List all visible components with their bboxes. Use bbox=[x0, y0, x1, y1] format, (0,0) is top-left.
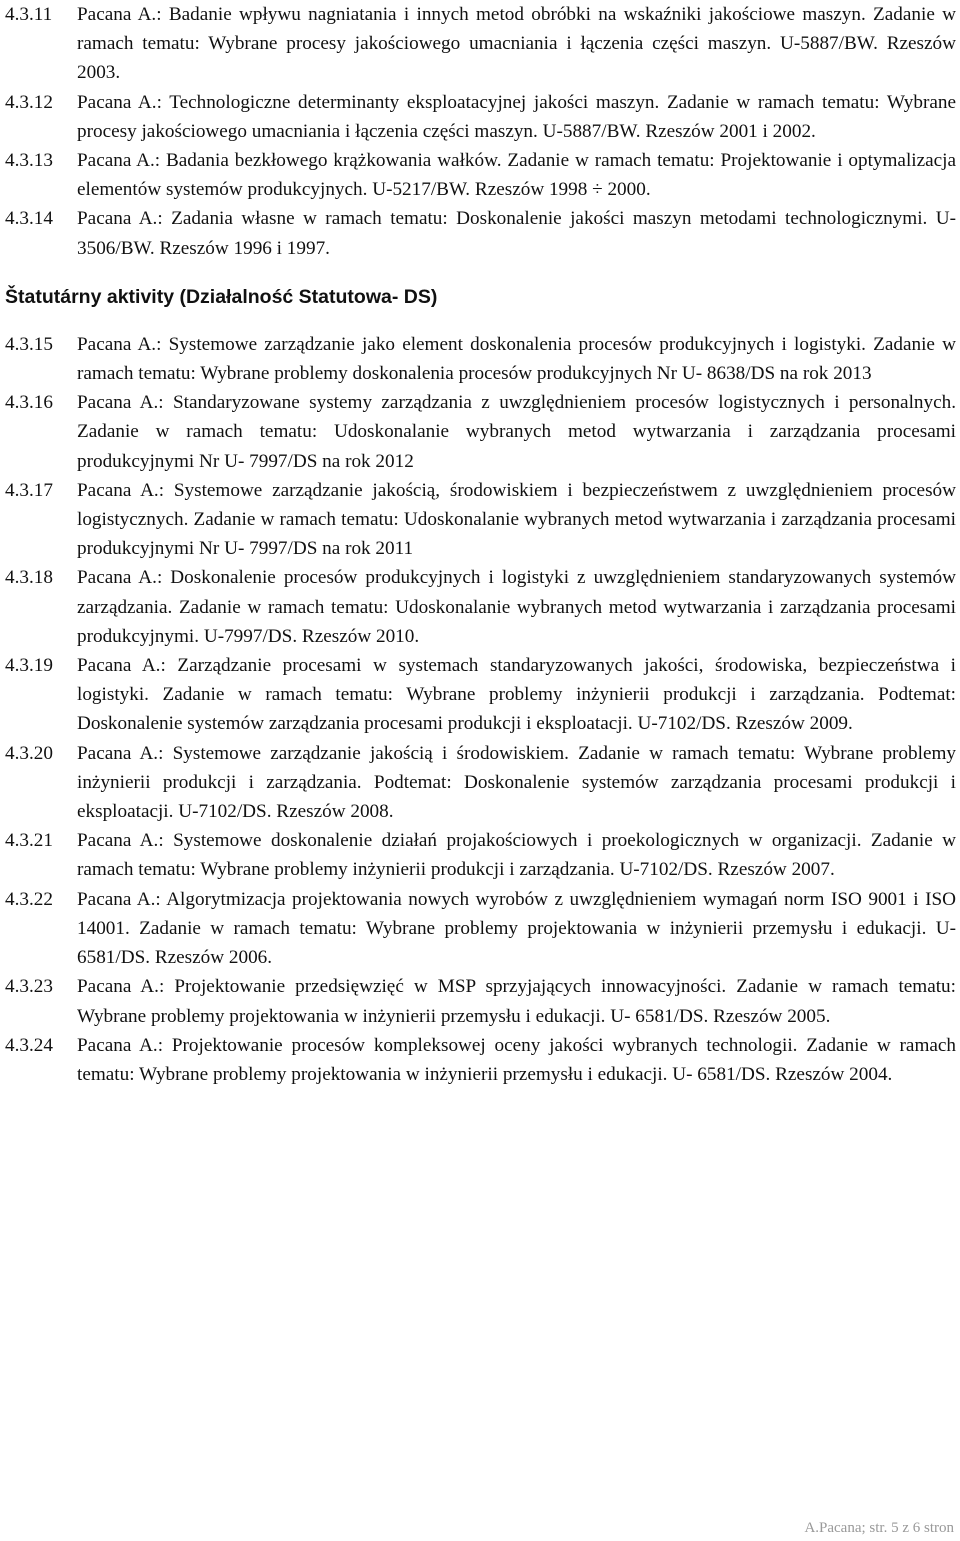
list-item bbox=[5, 146, 956, 204]
entry-number: 4.3.20 bbox=[5, 742, 53, 764]
entry-text: Pacana A.: Doskonalenie procesów produkcyjnych i logistyki z uwzględnieniem standaryzowanych systemów zarządzania. Zadanie w ramach tematu: Udoskonalanie wybranych metod wytwarzania i zarządzania procesami produkcyjnymi. U-7997/DS. Rzeszów 2010. bbox=[77, 567, 956, 647]
section-heading: Štatutárny aktivity (Działalność Statutowa- DS) bbox=[5, 285, 438, 308]
entry-number: 4.3.17 bbox=[5, 479, 53, 501]
entry-text: Pacana A.: Standaryzowane systemy zarządzania z uwzględnieniem procesów logistycznych i personalnych. Zadanie w ramach tematu: Udoskonalanie wybranych metod wytwarzania i zarządzania procesami produkcyjnymi Nr U- 7997/DS na rok 2012 bbox=[77, 392, 956, 472]
list-item bbox=[5, 88, 956, 146]
entry-number: 4.3.22 bbox=[5, 888, 53, 910]
list-item bbox=[5, 204, 956, 262]
entry-number: 4.3.23 bbox=[5, 976, 53, 998]
entry-text: Pacana A.: Systemowe doskonalenie działań projakościowych i proekologicznych w organizacji. Zadanie w ramach tematu: Wybrane problemy inżynierii produkcji i zarządzania. U-7102/DS. Rzeszów 2007. bbox=[77, 830, 956, 881]
list-item bbox=[5, 476, 956, 564]
entry-number: 4.3.12 bbox=[5, 91, 53, 113]
list-item bbox=[5, 826, 956, 884]
list-item bbox=[5, 1031, 956, 1089]
ds-entries-list bbox=[5, 330, 956, 1089]
list-item bbox=[5, 885, 956, 973]
list-item bbox=[5, 563, 956, 651]
entry-number: 4.3.11 bbox=[5, 4, 53, 25]
entry-text: Pacana A.: Algorytmizacja projektowania nowych wyrobów z uwzględnieniem wymagań norm ISO 9001 i ISO 14001. Zadanie w ramach tematu: Wybrane problemy projektowania w inżynierii przemysłu i edukacji. U-6581/DS. Rzeszów 2006. bbox=[77, 888, 956, 969]
entry-number: 4.3.14 bbox=[5, 208, 53, 230]
entry-number: 4.3.21 bbox=[5, 830, 53, 852]
entry-number: 4.3.16 bbox=[5, 392, 53, 414]
entry-text: Pacana A.: Badania bezkłowego krążkowania wałków. Zadanie w ramach tematu: Projektowanie i optymalizacja elementów systemów produkcyjnych. U-5217/BW. Rzeszów 1998 ÷ 2000. bbox=[77, 150, 956, 201]
entry-text: Pacana A.: Projektowanie przedsięwzięć w MSP sprzyjających innowacyjności. Zadanie w ramach tematu: Wybrane problemy projektowania w inżynierii przemysłu i edukacji. U- 6581/DS. Rzeszów 2005. bbox=[77, 976, 956, 1027]
entry-text: Pacana A.: Systemowe zarządzanie jako element doskonalenia procesów produkcyjnych i logistyki. Zadanie w ramach tematu: Wybrane problemy doskonalenia procesów produkcyjnych Nr U- 8638/DS na rok 2013 bbox=[77, 333, 956, 385]
list-item bbox=[5, 739, 956, 827]
entry-text: Pacana A.: Zarządzanie procesami w systemach standaryzowanych jakości, środowiska, bezpieczeństwa i logistyki. Zadanie w ramach tematu: Wybrane problemy inżynierii produkcji i zarządzania. Podtemat: Doskonalenie systemów zarządzania procesami produkcji i eksploatacji. U-7102/DS. Rzeszów 2009. bbox=[77, 655, 956, 735]
list-item bbox=[5, 0, 956, 88]
list-item bbox=[5, 388, 956, 476]
list-item bbox=[5, 972, 956, 1030]
entry-number: 4.3.13 bbox=[5, 150, 53, 172]
entry-number: 4.3.24 bbox=[5, 1034, 53, 1056]
entry-text: Pacana A.: Zadania własne w ramach tematu: Doskonalenie jakości maszyn metodami technologicznymi. U-3506/BW. Rzeszów 1996 i 1997. bbox=[77, 208, 956, 259]
entry-number: 4.3.15 bbox=[5, 333, 53, 355]
page-footer: A.Pacana; str. 5 z 6 stron bbox=[804, 1520, 954, 1536]
entry-text: Pacana A.: Systemowe zarządzanie jakością i środowiskiem. Zadanie w ramach tematu: Wybrane problemy inżynierii produkcji i zarządzania. Podtemat: Doskonalenie systemów zarządzania procesami produkcji i eksploatacji. U-7102/DS. Rzeszów 2008. bbox=[77, 742, 956, 823]
entry-text: Pacana A.: Systemowe zarządzanie jakością, środowiskiem i bezpieczeństwem z uwzględnieniem procesów logistycznych. Zadanie w ramach tematu: Udoskonalanie wybranych metod wytwarzania i zarządzania procesami produkcyjnymi Nr U- 7997/DS na rok 2011 bbox=[77, 479, 956, 560]
bw-entries-list bbox=[5, 0, 956, 263]
list-item bbox=[5, 651, 956, 739]
list-item bbox=[5, 330, 956, 388]
entry-number: 4.3.18 bbox=[5, 567, 53, 589]
entry-text: Pacana A.: Projektowanie procesów kompleksowej oceny jakości wybranych technologii. Zadanie w ramach tematu: Wybrane problemy projektowania w inżynierii przemysłu i edukacji. U- 6581/DS. Rzeszów 2004. bbox=[77, 1034, 956, 1085]
entry-text: Pacana A.: Badanie wpływu nagniatania i innych metod obróbki na wskaźniki jakościowe maszyn. Zadanie w ramach tematu: Wybrane procesy jakościowego umacniania i łączenia części maszyn. U-5887/BW. Rzeszów 2003. bbox=[77, 4, 956, 84]
entry-text: Pacana A.: Technologiczne determinanty eksploatacyjnej jakości maszyn. Zadanie w ramach tematu: Wybrane procesy jakościowego umacniania i łączenia części maszyn. U-5887/BW. Rzeszów 2001 i 2002. bbox=[77, 91, 956, 142]
entry-number: 4.3.19 bbox=[5, 655, 53, 677]
